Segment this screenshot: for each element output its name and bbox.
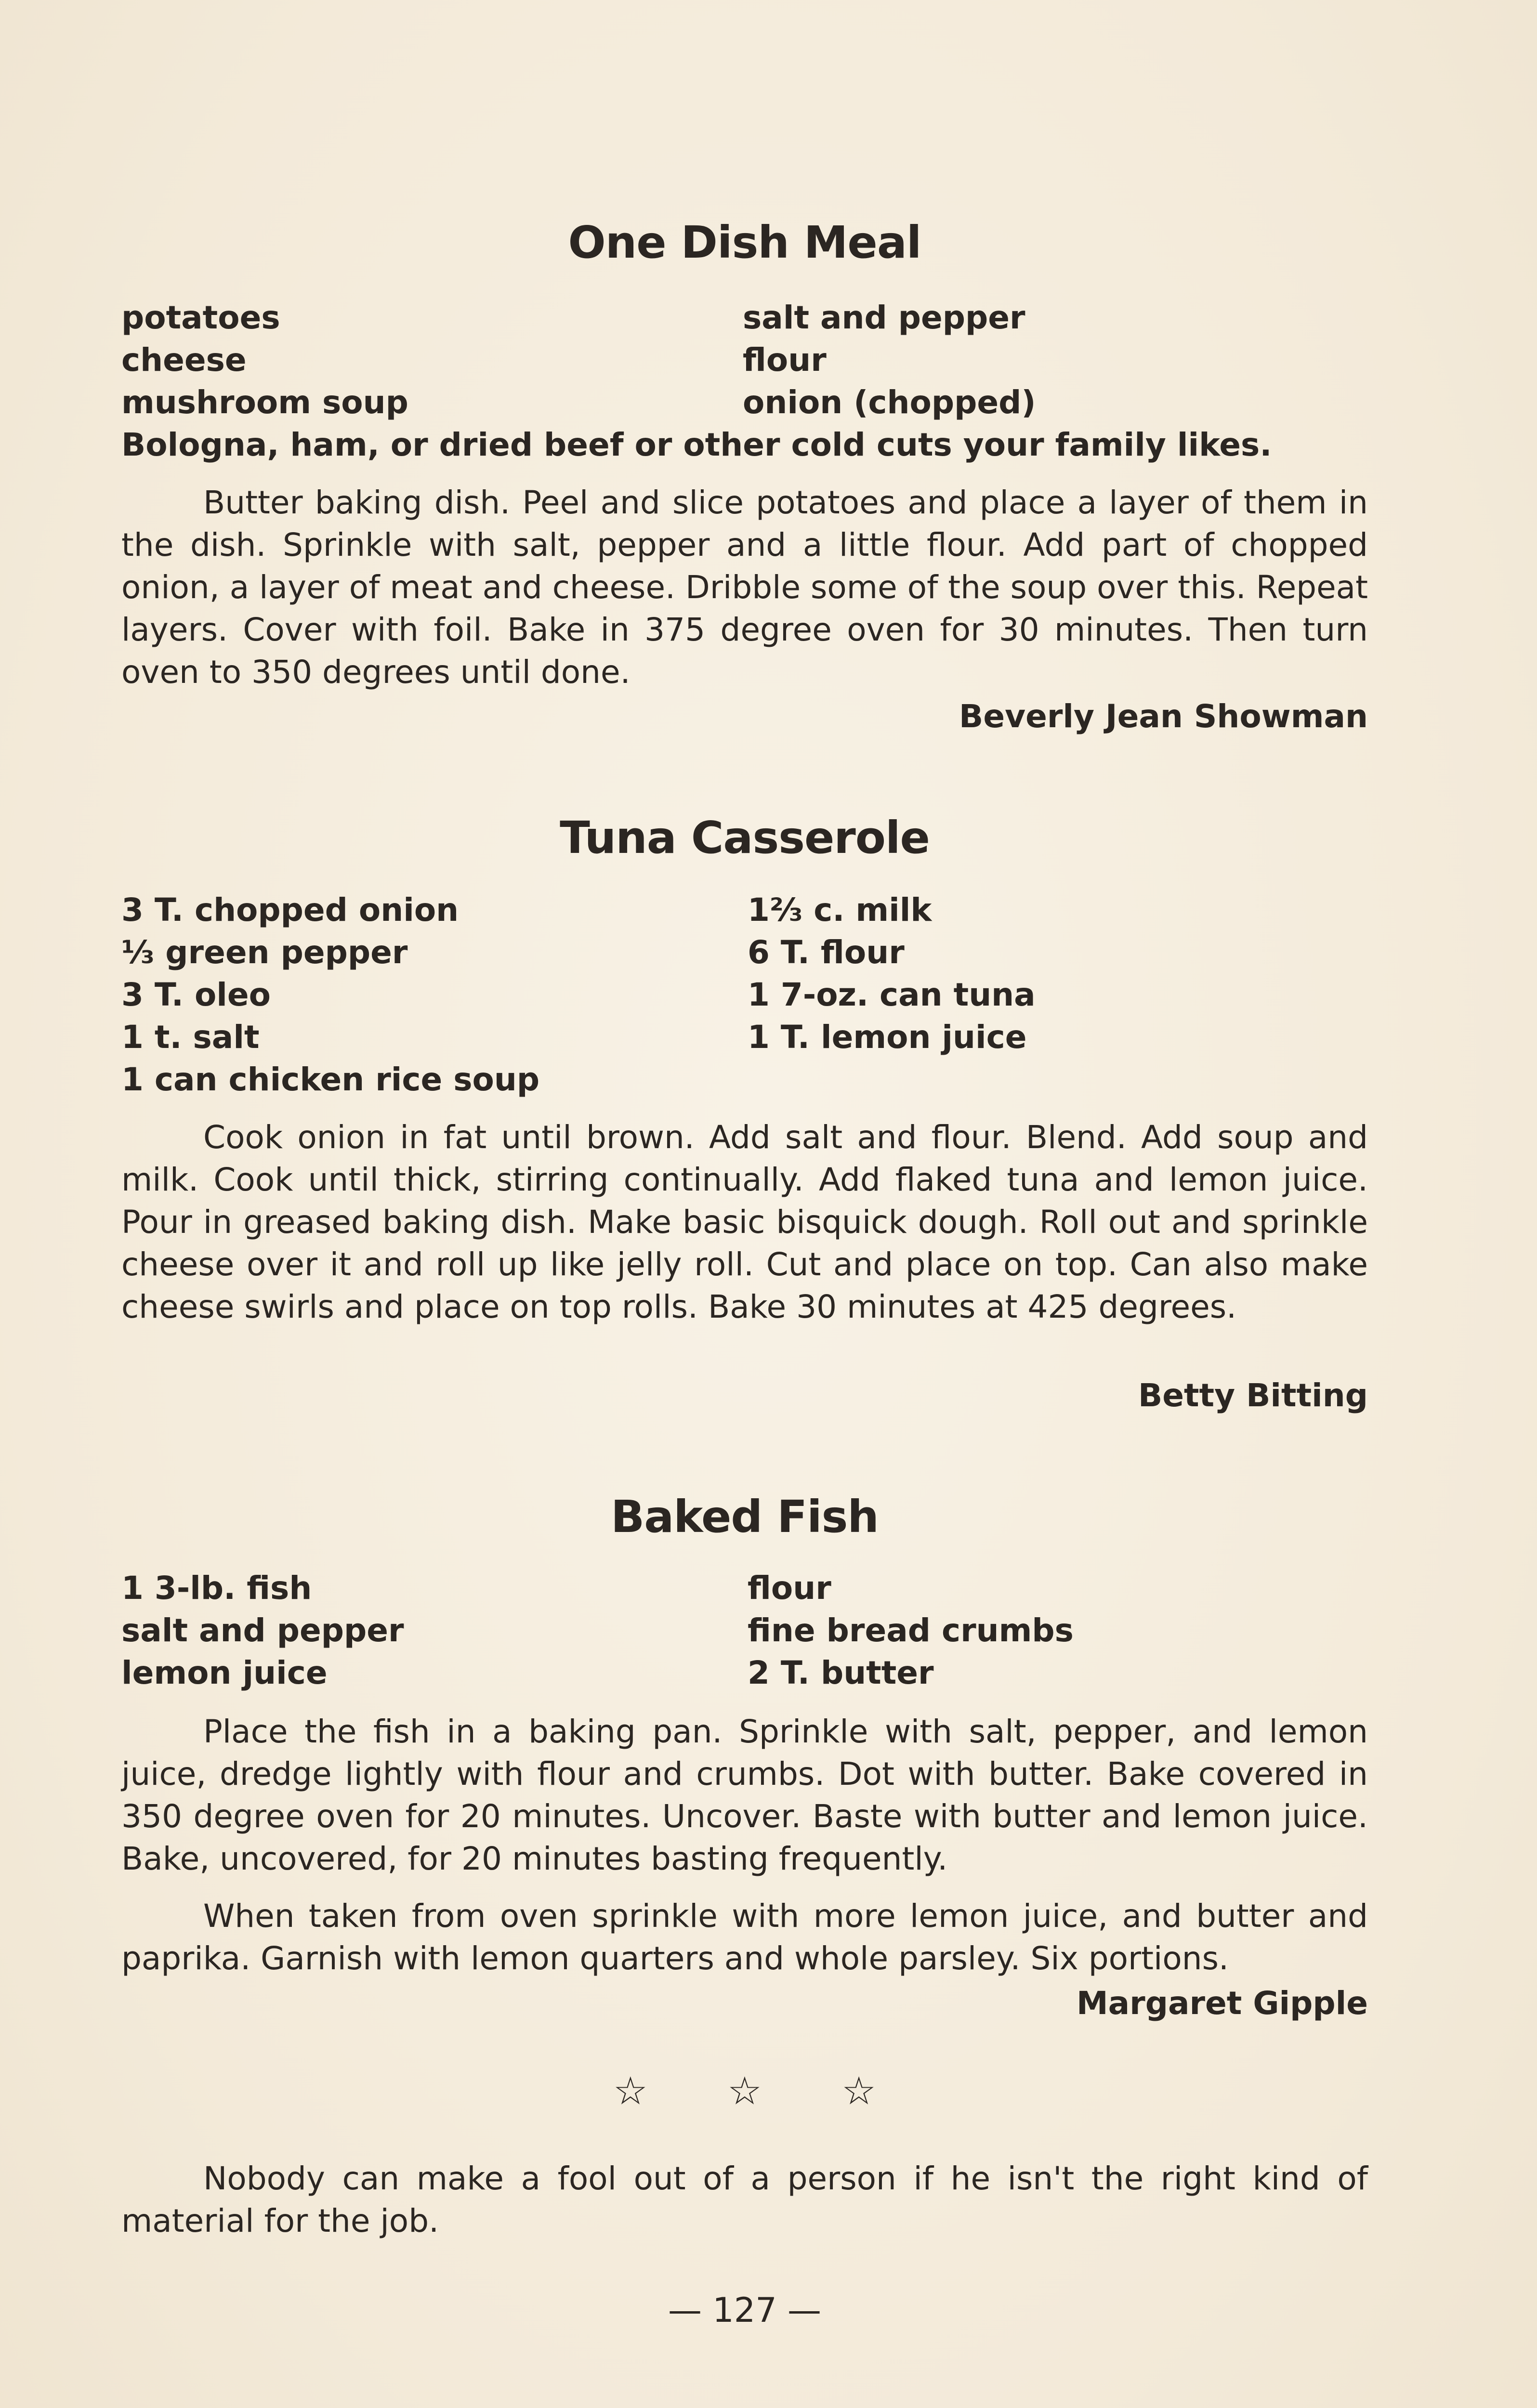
ingredient: 1 3-lb. fish bbox=[121, 1570, 312, 1607]
ingredient: fine bread crumbs bbox=[748, 1612, 1074, 1649]
ingredient: 1 7-oz. can tuna bbox=[748, 976, 1036, 1013]
ingredient-column-left bbox=[121, 297, 743, 424]
ingredient: salt and pepper bbox=[121, 1612, 404, 1649]
ingredient: 1⅔ c. milk bbox=[748, 891, 932, 929]
ingredient: 3 T. oleo bbox=[121, 976, 271, 1013]
ingredient: flour bbox=[743, 341, 827, 379]
ingredient: potatoes bbox=[121, 299, 280, 336]
ingredient: 1 T. lemon juice bbox=[748, 1019, 1027, 1056]
ingredient: lemon juice bbox=[121, 1654, 328, 1691]
ingredient-list bbox=[121, 889, 1368, 1106]
star-icon: ☆ bbox=[613, 2068, 648, 2113]
recipe-title: One Dish Meal bbox=[568, 217, 921, 268]
recipe-title: Baked Fish bbox=[611, 1491, 879, 1543]
instructions-paragraph: When taken from oven sprinkle with more lemon juice, and butter and paprika. Garnish with lemon quarters and whole parsley. Six portions. bbox=[121, 1898, 1368, 1977]
recipe-author: Beverly Jean Showman bbox=[959, 698, 1368, 735]
ingredient-full-line: Bologna, ham, or dried beef or other cold cuts your family likes. bbox=[121, 426, 1272, 463]
recipe-author: Margaret Gipple bbox=[1076, 1985, 1368, 2022]
filler-quote: Nobody can make a fool out of a person if he isn't the right kind of material for the job. bbox=[121, 2160, 1368, 2239]
ingredient: onion (chopped) bbox=[743, 384, 1036, 421]
star-separator bbox=[121, 2068, 1368, 2113]
recipe-author: Betty Bitting bbox=[1138, 1377, 1368, 1414]
instructions-paragraph: Place the fish in a baking pan. Sprinkle with salt, pepper, and lemon juice, dredge lightly with flour and crumbs. Dot with butter. Bake covered in 350 degree oven for 20 minutes. Uncover. Baste with butter and lemon juice. Bake, uncovered, for 20 minutes basting frequently. bbox=[121, 1713, 1368, 1877]
ingredient-column-left bbox=[121, 1567, 743, 1694]
ingredient: salt and pepper bbox=[743, 299, 1025, 336]
instructions-paragraph: Butter baking dish. Peel and slice potatoes and place a layer of them in the dish. Sprinkle with salt, pepper and a little flour. Add part of chopped onion, a layer of meat and cheese. Dribble some of the soup over this. Repeat layers. Cover with foil. Bake in 375 degree oven for 30 minutes. Then turn oven to 350 degrees until done. bbox=[121, 484, 1368, 691]
star-icon: ☆ bbox=[727, 2068, 762, 2113]
instructions-paragraph: Cook onion in fat until brown. Add salt and flour. Blend. Add soup and milk. Cook until thick, stirring continually. Add flaked tuna and lemon juice. Pour in greased baking dish. Make basic bisquick dough. Roll out and sprinkle cheese over it and roll up like jelly roll. Cut and place on top. Can also make cheese swirls and place on top rolls. Bake 30 minutes at 425 degrees. bbox=[121, 1119, 1368, 1325]
ingredient: 2 T. butter bbox=[748, 1654, 934, 1691]
ingredient-column-right bbox=[748, 889, 1364, 1059]
ingredient: 1 t. salt bbox=[121, 1019, 260, 1056]
ingredient: flour bbox=[748, 1570, 831, 1607]
ingredient: cheese bbox=[121, 341, 247, 379]
ingredient-list bbox=[121, 297, 1368, 470]
recipe-title: Tuna Casserole bbox=[560, 812, 930, 864]
ingredient: ⅓ green pepper bbox=[121, 934, 408, 971]
ingredient-column-right bbox=[748, 1567, 1364, 1694]
ingredient: 3 T. chopped onion bbox=[121, 891, 459, 929]
ingredient-column-left bbox=[121, 889, 743, 1101]
ingredient: mushroom soup bbox=[121, 384, 408, 421]
ingredient: 6 T. flour bbox=[748, 934, 905, 971]
ingredient: 1 can chicken rice soup bbox=[121, 1061, 540, 1098]
ingredient-column-right bbox=[743, 297, 1359, 424]
page-number: — 127 — bbox=[668, 2290, 822, 2330]
ingredient-list bbox=[121, 1567, 1368, 1697]
star-icon: ☆ bbox=[841, 2068, 877, 2113]
